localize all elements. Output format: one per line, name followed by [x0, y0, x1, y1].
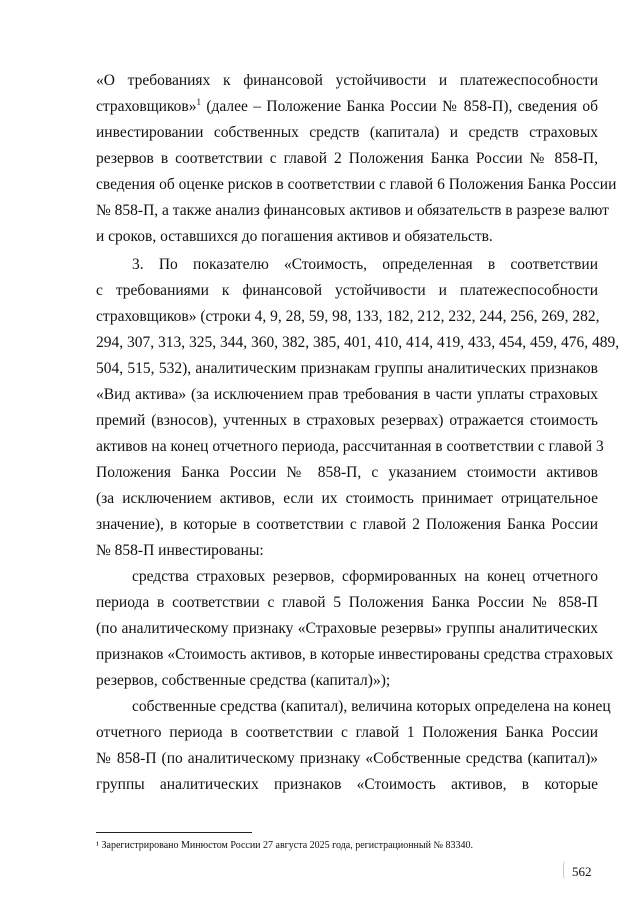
body-line-19: № 858-П инвестированы:	[96, 542, 264, 559]
body-line-25: собственные средства (капитал), величина которых определена на конец	[132, 698, 611, 715]
page-number: 562	[572, 864, 592, 879]
footnote-reference: 1	[196, 96, 201, 107]
body-line-8: 3. По показателю «Стоимость, определенная в соответствии	[132, 256, 598, 273]
body-line-27: № 858-П (по аналитическому признаку «Собственные средства (капитал)»	[96, 750, 598, 767]
body-line-2-start: страховщиков»	[96, 98, 197, 115]
body-line-28: группы аналитических признаков «Стоимость активов, в которые	[96, 776, 598, 793]
body-line-11: 294, 307, 313, 325, 344, 360, 382, 385, 401, 410, 414, 419, 433, 454, 459, 476, 489,	[96, 334, 620, 351]
body-line-16: Положения Банка России № 858-П, с указанием стоимости активов	[96, 464, 598, 481]
body-line-3: инвестировании собственных средств (капитала) и средств страховых	[96, 124, 598, 141]
body-line-24: резервов, собственные средства (капитал)»);	[96, 672, 391, 689]
body-line-7: и сроков, оставшихся до погашения активов и обязательств.	[96, 228, 493, 245]
body-line-13: «Вид актива» (за исключением прав требования в части уплаты страховых	[96, 386, 598, 403]
footnote: ¹ Зарегистрировано Минюстом России 27 августа 2025 года, регистрационный № 83340.	[96, 840, 474, 851]
body-line-15: активов на конец отчетного периода, рассчитанная в соответствии с главой 3	[96, 438, 604, 455]
body-line-5: сведения об оценке рисков в соответствии с главой 6 Положения Банка России	[96, 176, 617, 193]
body-line-17: (за исключением активов, если их стоимость принимает отрицательное	[96, 490, 598, 507]
body-line-21: периода в соответствии с главой 5 Положения Банка России № 858-П	[96, 594, 598, 611]
body-line-26: отчетного периода в соответствии с главой 1 Положения Банка России	[96, 724, 598, 741]
body-line-22: (по аналитическому признаку «Страховые резервы» группы аналитических	[96, 620, 598, 637]
body-line-2	[96, 98, 598, 116]
body-line-6: № 858-П, а также анализ финансовых активов и обязательств в разрезе валют	[96, 202, 609, 219]
body-line-20: средства страховых резервов, сформированных на конец отчетного	[132, 568, 598, 585]
body-line-2-end: (далее – Положение Банка России № 858-П), сведения об	[206, 98, 598, 115]
body-line-1: «О требованиях к финансовой устойчивости и платежеспособности	[96, 72, 598, 89]
body-line-10: страховщиков» (строки 4, 9, 28, 59, 98, 133, 182, 212, 232, 244, 256, 269, 282,	[96, 308, 600, 325]
body-line-23: признаков «Стоимость активов, в которые инвестированы средства страховых	[96, 646, 614, 663]
body-line-14: премий (взносов), учтенных в страховых резервах) отражается стоимость	[96, 412, 598, 429]
body-line-18: значение), в которые в соответствии с главой 2 Положения Банка России	[96, 516, 598, 533]
body-line-12: 504, 515, 532), аналитическим признакам группы аналитических признаков	[96, 360, 598, 377]
scan-mark	[563, 861, 570, 879]
footnote-divider	[96, 832, 252, 833]
body-line-4: резервов в соответствии с главой 2 Положения Банка России № 858-П,	[96, 150, 598, 167]
body-line-9: с требованиями к финансовой устойчивости и платежеспособности	[96, 282, 598, 299]
